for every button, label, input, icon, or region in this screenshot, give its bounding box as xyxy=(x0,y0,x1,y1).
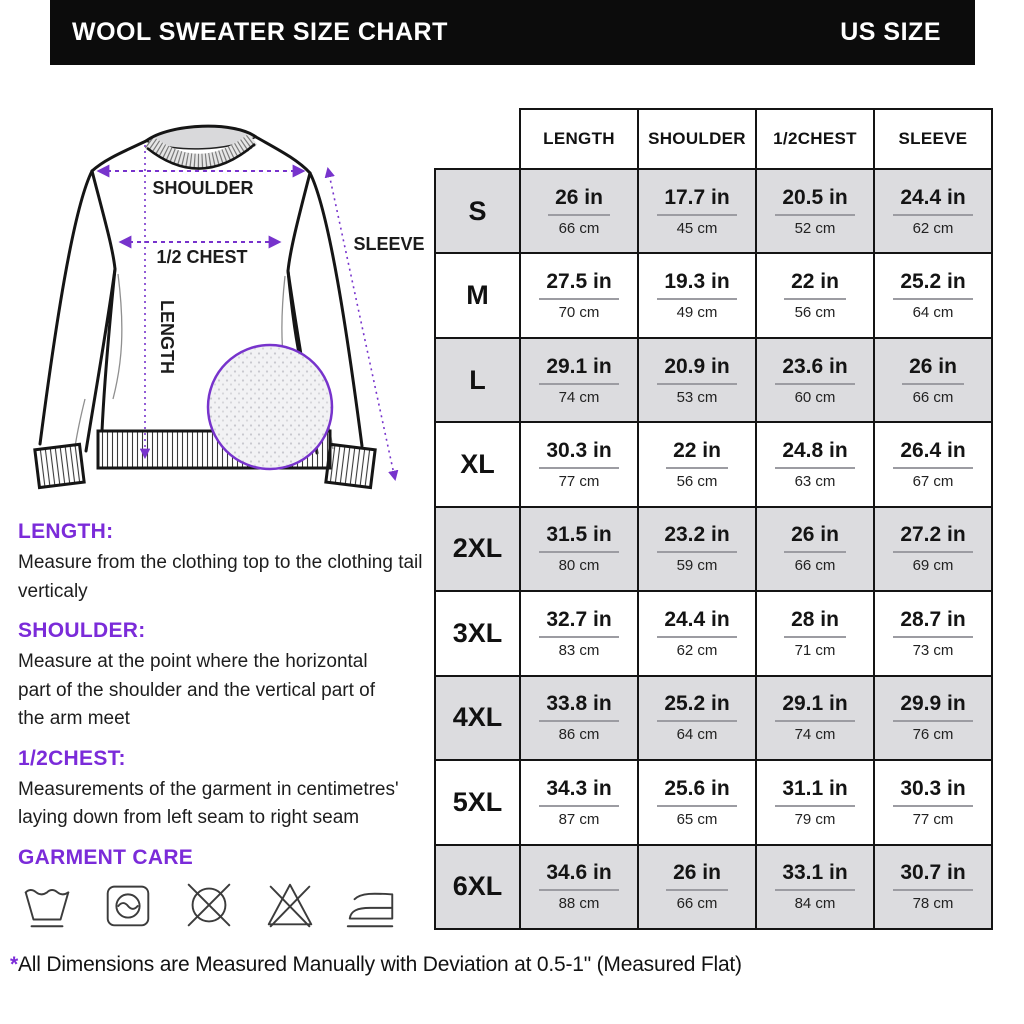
garment-care-heading: GARMENT CARE xyxy=(18,845,194,869)
table-row xyxy=(435,253,992,337)
table-row xyxy=(435,169,992,253)
size-label: S xyxy=(435,169,520,253)
column-header-shoulder: SHOULDER xyxy=(638,109,756,169)
measure-cell: 30.3 in 77 cm xyxy=(520,422,638,506)
fabric-texture-circle xyxy=(208,345,332,469)
table-corner-cell xyxy=(435,109,520,169)
no-bleach-icon xyxy=(261,876,319,934)
size-table xyxy=(434,108,993,930)
measure-cell: 20.9 in 53 cm xyxy=(638,338,756,422)
table-row xyxy=(435,422,992,506)
left-cuff xyxy=(35,444,84,487)
iron-icon xyxy=(342,876,400,934)
measure-cell: 22 in 56 cm xyxy=(638,422,756,506)
measure-cell: 20.5 in 52 cm xyxy=(756,169,874,253)
sleeve-diagram-label: SLEEVE xyxy=(353,234,425,254)
measure-cell: 26 in 66 cm xyxy=(520,169,638,253)
length-heading: LENGTH: xyxy=(18,520,114,543)
table-header-row xyxy=(435,109,992,169)
measure-cell: 17.7 in 45 cm xyxy=(638,169,756,253)
measure-cell: 27.5 in 70 cm xyxy=(520,253,638,337)
footnote-text: All Dimensions are Measured Manually with Deviation at 0.5-1" (Measured Flat) xyxy=(17,953,742,976)
measure-cell: 28.7 in 73 cm xyxy=(874,591,992,675)
size-label: 2XL xyxy=(435,507,520,591)
size-label: L xyxy=(435,338,520,422)
measure-cell: 24.4 in 62 cm xyxy=(874,169,992,253)
measure-cell: 32.7 in 83 cm xyxy=(520,591,638,675)
measure-cell: 29.9 in 76 cm xyxy=(874,676,992,760)
table-row xyxy=(435,591,992,675)
garment-care-icons xyxy=(18,876,400,934)
column-header-sleeve: SLEEVE xyxy=(874,109,992,169)
measure-cell: 25.6 in 65 cm xyxy=(638,760,756,844)
measure-cell: 24.4 in 62 cm xyxy=(638,591,756,675)
right-cuff xyxy=(326,444,375,487)
page-title: WOOL SWEATER SIZE CHART xyxy=(72,18,448,46)
length-description: Measure from the clothing top to the clothing tail verticaly xyxy=(18,552,423,602)
machine-wash-icon xyxy=(99,876,157,934)
measure-cell: 34.3 in 87 cm xyxy=(520,760,638,844)
measure-cell: 22 in 56 cm xyxy=(756,253,874,337)
footnote xyxy=(10,953,742,977)
table-row xyxy=(435,760,992,844)
region-label: US SIZE xyxy=(840,18,941,46)
half-chest-heading: 1/2CHEST: xyxy=(18,746,126,770)
measure-cell: 25.2 in 64 cm xyxy=(874,253,992,337)
shoulder-heading: SHOULDER: xyxy=(18,619,146,642)
half-chest-diagram-label: 1/2 CHEST xyxy=(156,247,248,267)
measure-cell: 28 in 71 cm xyxy=(756,591,874,675)
size-label: XL xyxy=(435,422,520,506)
measure-cell: 30.7 in 78 cm xyxy=(874,845,992,930)
hand-wash-icon xyxy=(18,876,76,934)
measurement-info xyxy=(18,520,436,875)
measure-cell: 27.2 in 69 cm xyxy=(874,507,992,591)
measure-cell: 26.4 in 67 cm xyxy=(874,422,992,506)
measure-cell: 30.3 in 77 cm xyxy=(874,760,992,844)
shoulder-description: Measure at the point where the horizontal part of the shoulder and the vertical part of the arm meet xyxy=(18,651,375,729)
table-row xyxy=(435,338,992,422)
measure-cell: 34.6 in 88 cm xyxy=(520,845,638,930)
size-label: 3XL xyxy=(435,591,520,675)
measure-cell: 29.1 in 74 cm xyxy=(520,338,638,422)
sweater-diagram xyxy=(25,98,435,500)
half-chest-description: Measurements of the garment in centimetres' laying down from left seam to right seam xyxy=(18,778,399,828)
measure-cell: 29.1 in 74 cm xyxy=(756,676,874,760)
measure-cell: 23.2 in 59 cm xyxy=(638,507,756,591)
measure-cell: 26 in 66 cm xyxy=(874,338,992,422)
measure-cell: 26 in 66 cm xyxy=(756,507,874,591)
size-label: 6XL xyxy=(435,845,520,930)
measure-cell: 25.2 in 64 cm xyxy=(638,676,756,760)
column-header-halfchest: 1/2CHEST xyxy=(756,109,874,169)
table-row xyxy=(435,845,992,930)
measure-cell: 23.6 in 60 cm xyxy=(756,338,874,422)
no-dry-clean-icon xyxy=(180,876,238,934)
measure-cell: 31.5 in 80 cm xyxy=(520,507,638,591)
column-header-length: LENGTH xyxy=(520,109,638,169)
measure-cell: 26 in 66 cm xyxy=(638,845,756,930)
measure-cell: 19.3 in 49 cm xyxy=(638,253,756,337)
measure-cell: 33.8 in 86 cm xyxy=(520,676,638,760)
size-label: 5XL xyxy=(435,760,520,844)
shoulder-diagram-label: SHOULDER xyxy=(152,178,254,198)
size-label: M xyxy=(435,253,520,337)
size-label: 4XL xyxy=(435,676,520,760)
footnote-asterisk: * xyxy=(10,953,18,976)
title-bar xyxy=(50,0,975,65)
length-diagram-label: LENGTH xyxy=(157,300,177,374)
measure-cell: 33.1 in 84 cm xyxy=(756,845,874,930)
table-row xyxy=(435,676,992,760)
measure-cell: 24.8 in 63 cm xyxy=(756,422,874,506)
measure-cell: 31.1 in 79 cm xyxy=(756,760,874,844)
table-row xyxy=(435,507,992,591)
